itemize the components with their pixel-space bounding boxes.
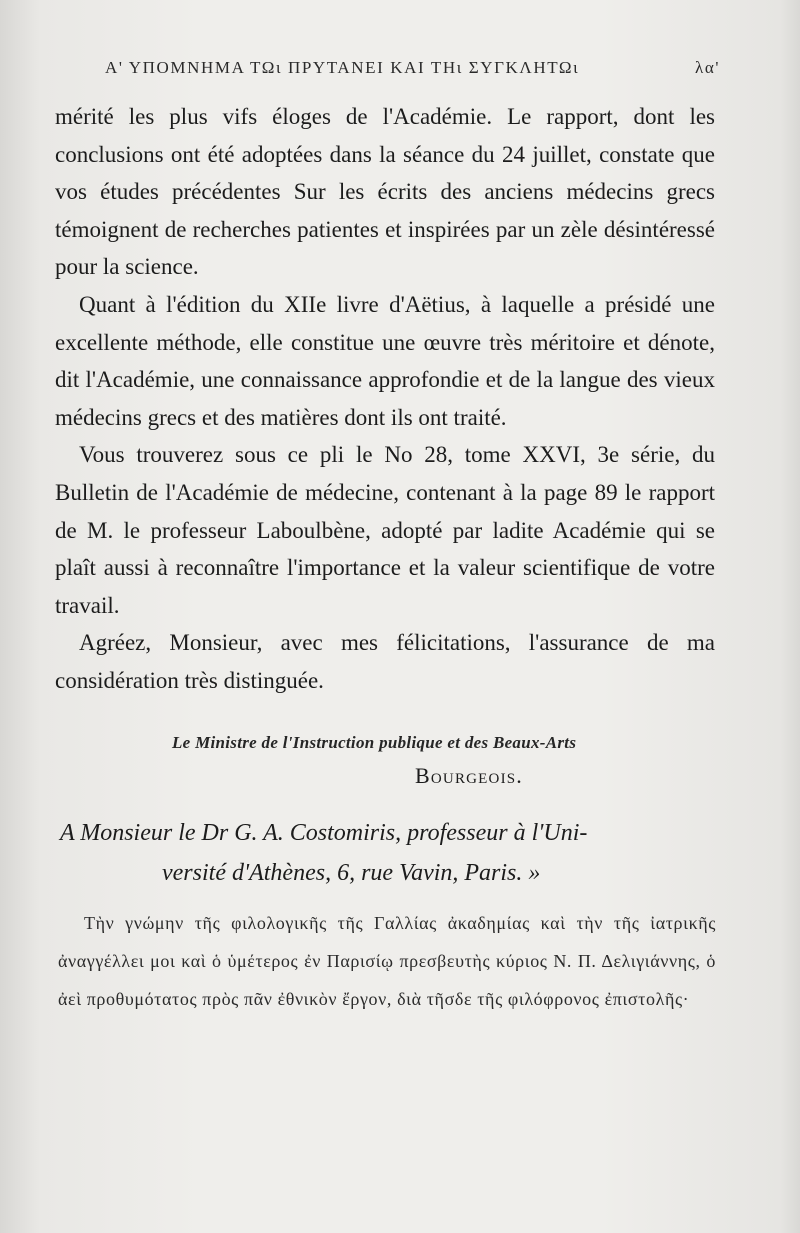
- greek-paragraph: [58, 905, 716, 1018]
- recipient-address: [60, 813, 720, 893]
- paragraph-bulletin: Vous trouverez sous ce pli le No 28, tome XXVI, 3e série, du Bulletin de l'Académie de médecine, contenant à la page 89 le rapport de M. le professeur Laboulbène, adopté par ladite Académie qui se plaît aussi à reconnaître l'importance et la valeur scientifique de votre travail.: [55, 442, 715, 618]
- signature-name: Bourgeois.: [415, 763, 524, 788]
- address-line-1: A Monsieur le Dr G. A. Costomiris, professeur à l'Uni-: [60, 820, 588, 846]
- signature-title: Le Ministre de l'Instruction publique et des Beaux-Arts: [172, 733, 577, 752]
- address-line-2: versité d'Athènes, 6, rue Vavin, Paris. »: [162, 860, 541, 886]
- page-number: λα': [694, 58, 720, 77]
- running-header-title: Α' ΥΠΟΜΝΗΜΑ ΤΩι ΠΡΥΤΑΝΕΙ ΚΑΙ ΤΗι ΣΥΓΚΛΗΤΩι: [105, 58, 580, 77]
- paragraph-continuation: mérité les plus vifs éloges de l'Académie. Le rapport, dont les conclusions ont été adoptées dans la séance du 24 juillet, constate que vos études précédentes Sur les écrits des anciens médecins grecs témoignent de recherches patientes et inspirées par un zèle désintéressé pour la science.: [55, 104, 715, 280]
- running-header: [105, 58, 720, 78]
- greek-text: Τὴν γνώμην τῆς φιλολογικῆς τῆς Γαλλίας ἀκαδημίας καὶ τὴν τῆς ἰατρικῆς ἀναγγέλλει μοι καὶ ὁ ὑμέτερος ἐν Παρισίῳ πρεσβευτὴς κύριος Ν. Π. Δελιγιάννης, ὁ ἀεὶ προθυμότατος πρὸς πᾶν ἐθνικὸν ἔργον, διὰ τῆσδε τῆς φιλόφρονος ἐπιστολῆς·: [58, 913, 716, 1009]
- paragraph-closing: Agréez, Monsieur, avec mes félicitations, l'assurance de ma considération très distinguée.: [55, 630, 715, 693]
- paragraph-edition: Quant à l'édition du XIIe livre d'Aëtius, à laquelle a présidé une excellente méthode, elle constitue une œuvre très méritoire et dénote, dit l'Académie, une connaissance approfondie et de la langue des vieux médecins grecs et des matières dont ils ont traité.: [55, 291, 715, 430]
- letter-body: [55, 98, 715, 700]
